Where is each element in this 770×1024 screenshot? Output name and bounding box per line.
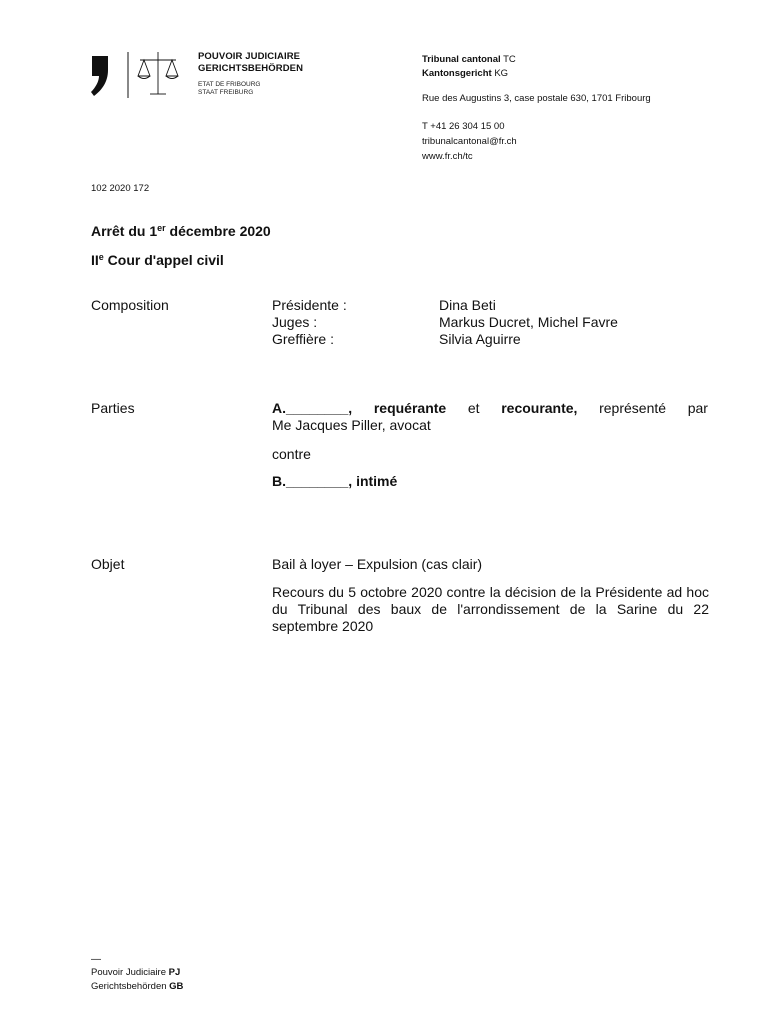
objet-description: Recours du 5 octobre 2020 contre la décision de la Présidente ad hoc du Tribunal des baux de l'arrondissement de la Sarine du 22 septembre 2020: [272, 584, 709, 634]
objet-subject: Bail à loyer – Expulsion (cas clair): [272, 556, 483, 572]
institution-line-fr: POUVOIR JUDICIAIRE: [198, 51, 301, 62]
court-address: Rue des Augustins 3, case postale 630, 1701 Fribourg: [422, 93, 651, 104]
role-clerk: Greffière :: [272, 331, 334, 347]
footer: [91, 966, 183, 994]
court-email: tribunalcantonal@fr.ch: [422, 136, 517, 147]
institution-line-de: GERICHTSBEHÖRDEN: [198, 63, 304, 74]
party-a-line: [272, 400, 708, 416]
parties-label: Parties: [91, 400, 135, 416]
name-judges: Markus Ducret, Michel Favre: [439, 314, 618, 330]
party-a-by: par: [687, 400, 708, 416]
name-clerk: Silvia Aguirre: [439, 331, 521, 347]
judgment-title: Arrêt du 1er décembre 2020: [91, 223, 271, 239]
court-name: [422, 53, 516, 81]
party-a-role-1: requérante: [373, 400, 447, 416]
institution-name: [198, 51, 303, 75]
party-a-conj: et: [467, 400, 480, 416]
footer-dash: —: [91, 954, 101, 965]
party-a-name: A.________,: [272, 400, 353, 416]
composition-roles: [272, 297, 347, 348]
comma-mark-icon: [91, 56, 108, 96]
fribourg-logo: [88, 50, 188, 100]
composition-label: Composition: [91, 297, 169, 313]
court-chamber: IIe Cour d'appel civil: [91, 252, 224, 268]
court-line-de: Kantonsgericht KG: [422, 68, 509, 79]
state-name: [198, 81, 260, 97]
state-line-de: STAAT FREIBURG: [198, 89, 254, 96]
composition-names: [439, 297, 618, 348]
court-phone: T +41 26 304 15 00: [422, 121, 505, 132]
court-website: www.fr.ch/tc: [422, 151, 473, 162]
party-a-counsel: Me Jacques Piller, avocat: [272, 417, 431, 433]
state-line-fr: ETAT DE FRIBOURG: [198, 81, 261, 88]
objet-label: Objet: [91, 556, 125, 572]
party-a-represented: représenté: [599, 400, 667, 416]
footer-line-de: Gerichtsbehörden GB: [91, 981, 184, 992]
court-contact: [422, 119, 517, 164]
case-reference: 102 2020 172: [91, 183, 150, 194]
name-president: Dina Beti: [439, 297, 496, 313]
party-a-role-2: recourante,: [501, 400, 578, 416]
footer-line-fr: Pouvoir Judiciaire PJ: [91, 967, 181, 978]
court-line-fr: Tribunal cantonal TC: [422, 54, 516, 65]
scales-of-justice-icon: [138, 52, 178, 94]
versus-text: contre: [272, 446, 311, 462]
party-b-name: B.________, intimé: [272, 473, 398, 489]
role-president: Présidente :: [272, 297, 347, 313]
role-judges: Juges :: [272, 314, 318, 330]
